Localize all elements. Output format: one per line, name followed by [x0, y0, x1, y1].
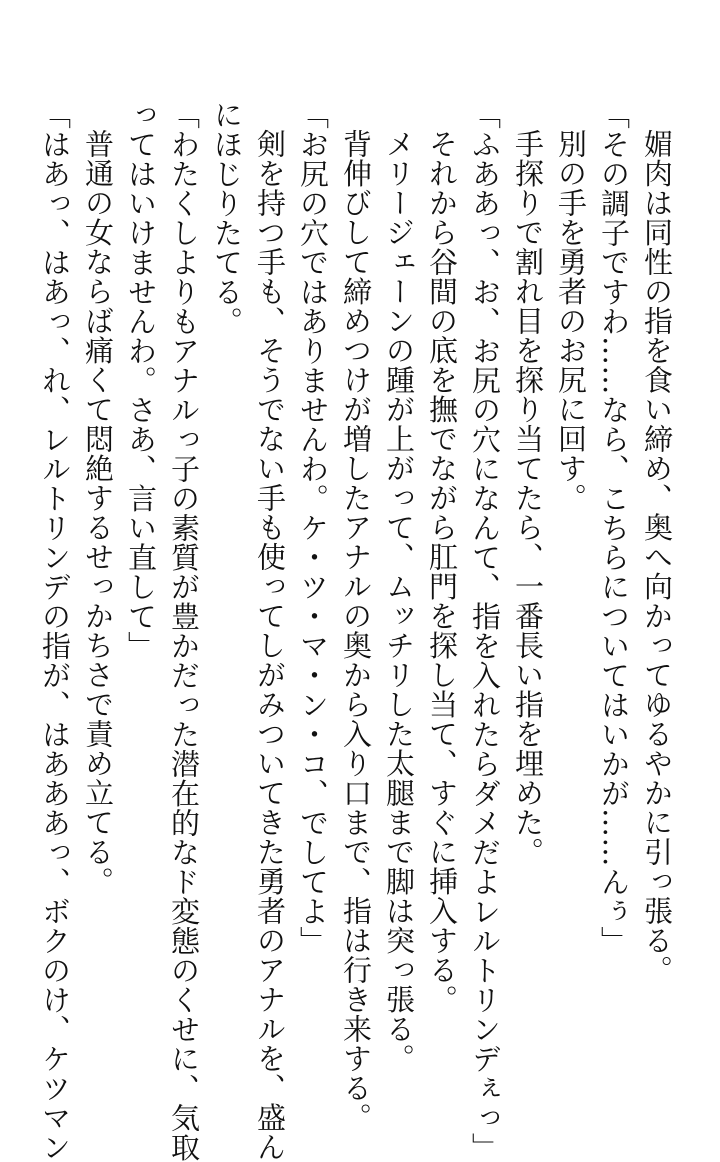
text-line-1: 媚肉は同性の指を食い締め、奥へ向かってゆるやかに引っ張る。 — [640, 129, 674, 985]
text-line-5: 「ふああっ、お、お尻の穴になんて、指を入れたらダメだよレルトリンデぇっ」 — [468, 100, 502, 1162]
text-line-10: 剣を持つ手も、そうでない手も使ってしがみついてきた勇者のアナルを、盛ん — [253, 129, 287, 1162]
text-line-8: 背伸びして締めつけが増したアナルの奥から入り口まで、指は行き来する。 — [339, 129, 373, 1132]
text-line-12: 「わたくしよりもアナルっ子の素質が豊かだった潜在的なド変態のくせに、気取 — [167, 100, 201, 1162]
text-line-15: 「はあっ、はあっ、れ、レルトリンデの指が、はあああっ、ボクのけ、ケツマン — [38, 100, 72, 1162]
text-line-9: 「お尻の穴ではありませんわ。ケ・ツ・マ・ン・コ、でしてよ」 — [296, 100, 330, 956]
vertical-text-body — [33, 100, 678, 1162]
text-line-4: 手探りで割れ目を探り当てたら、一番長い指を埋めた。 — [511, 129, 545, 867]
text-line-11: にほじりたてる。 — [210, 100, 244, 336]
text-line-14: 普通の女ならば痛くて悶絶するせっかちさで責め立てる。 — [81, 129, 115, 896]
text-line-6: それから谷間の底を撫でながら肛門を探し当て、すぐに挿入する。 — [425, 129, 459, 1014]
text-line-7: メリージェーンの踵が上がって、ムッチリした太腿まで脚は突っ張る。 — [382, 129, 416, 1073]
text-line-2: 「その調子ですわ……なら、こちらについてはいかが……んぅ」 — [597, 100, 631, 956]
text-line-13: ってはいけませんわ。さあ、言い直して」 — [124, 100, 158, 661]
text-line-3: 別の手を勇者のお尻に回す。 — [554, 129, 588, 513]
